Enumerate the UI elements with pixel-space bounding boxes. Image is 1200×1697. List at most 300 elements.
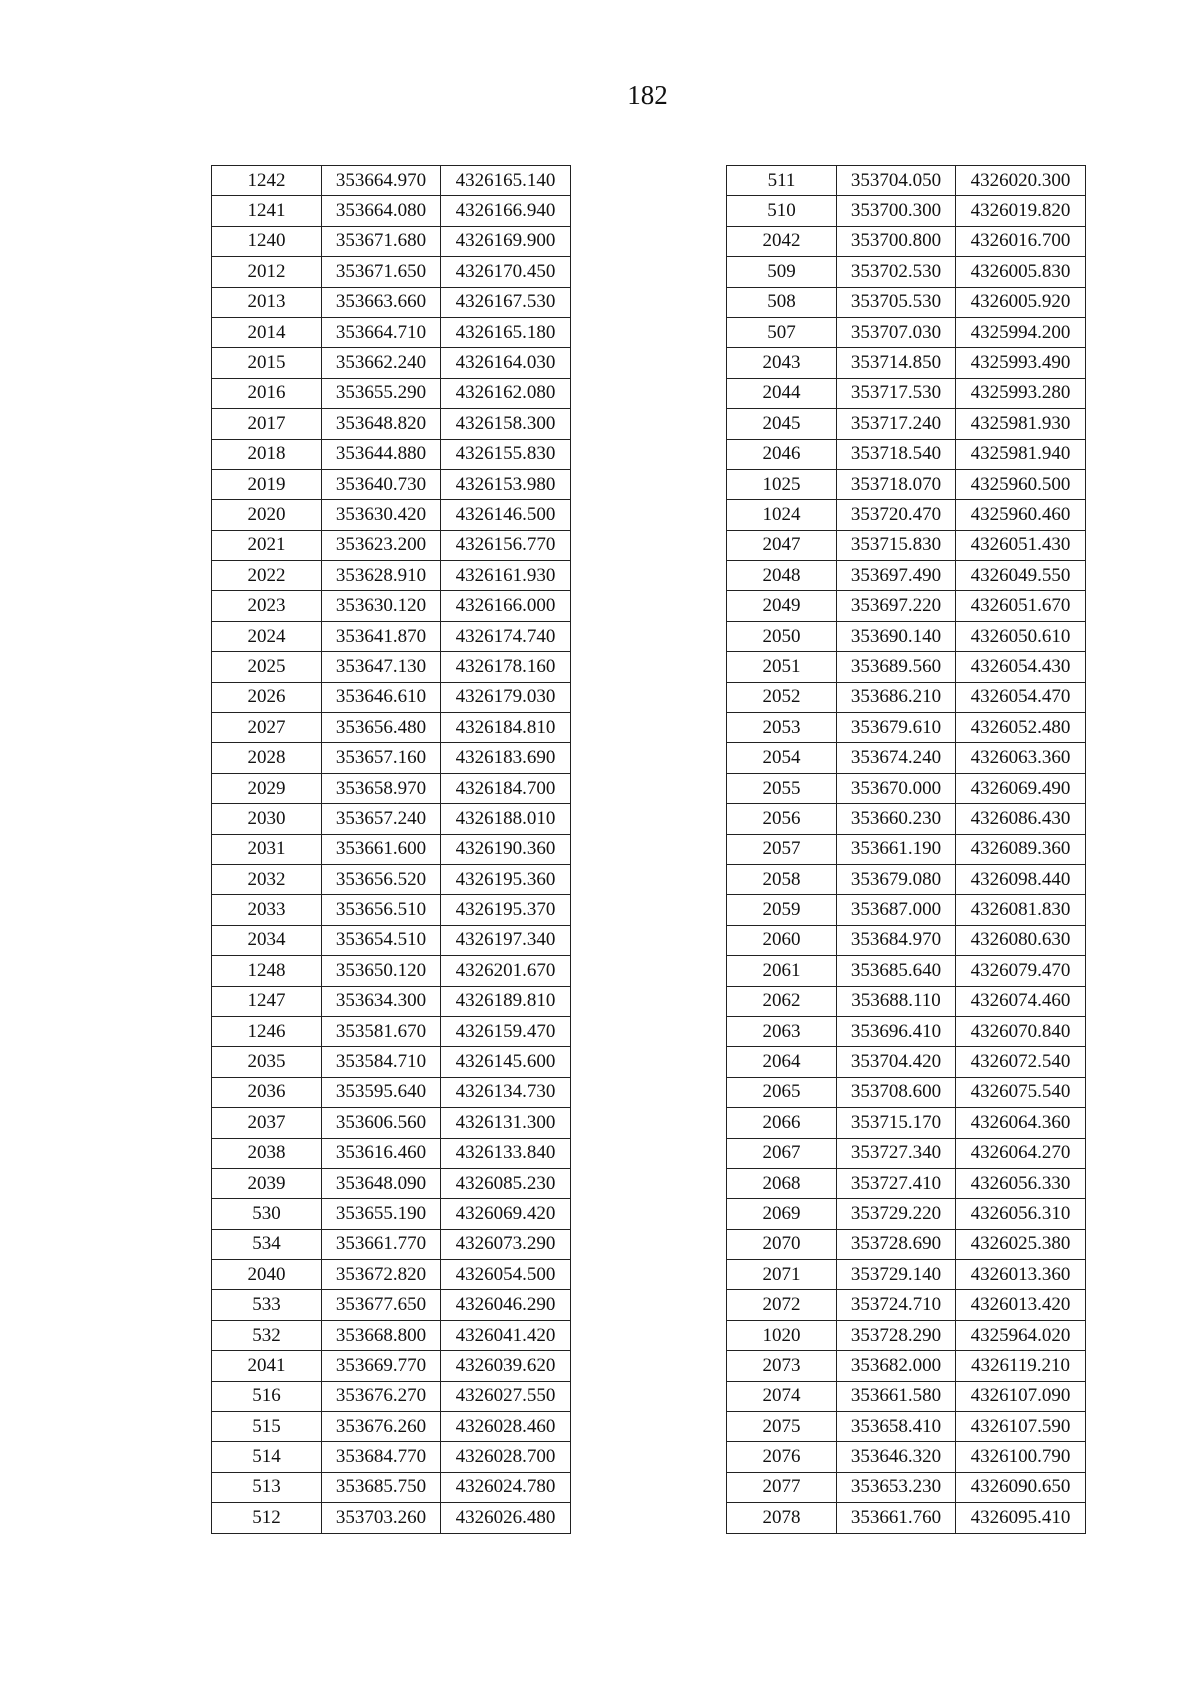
point-id-cell: 2076 bbox=[727, 1442, 837, 1472]
x-coordinate-cell: 353656.510 bbox=[322, 895, 441, 925]
x-coordinate-cell: 353688.110 bbox=[837, 986, 956, 1016]
point-id-cell: 2042 bbox=[727, 226, 837, 256]
point-id-cell: 2021 bbox=[212, 530, 322, 560]
table-row bbox=[212, 226, 571, 256]
point-id-cell: 2025 bbox=[212, 652, 322, 682]
x-coordinate-cell: 353696.410 bbox=[837, 1016, 956, 1046]
x-coordinate-cell: 353700.300 bbox=[837, 196, 956, 226]
table-row bbox=[212, 652, 571, 682]
y-coordinate-cell: 4326100.790 bbox=[956, 1442, 1086, 1472]
table-row bbox=[212, 166, 571, 196]
y-coordinate-cell: 4326146.500 bbox=[441, 500, 571, 530]
y-coordinate-cell: 4326164.030 bbox=[441, 348, 571, 378]
y-coordinate-cell: 4326166.940 bbox=[441, 196, 571, 226]
x-coordinate-cell: 353702.530 bbox=[837, 257, 956, 287]
x-coordinate-cell: 353677.650 bbox=[322, 1290, 441, 1320]
point-id-cell: 2068 bbox=[727, 1168, 837, 1198]
coordinate-table-right bbox=[726, 165, 1086, 1534]
y-coordinate-cell: 4326098.440 bbox=[956, 864, 1086, 894]
y-coordinate-cell: 4326178.160 bbox=[441, 652, 571, 682]
y-coordinate-cell: 4326024.780 bbox=[441, 1472, 571, 1502]
y-coordinate-cell: 4326184.810 bbox=[441, 713, 571, 743]
point-id-cell: 516 bbox=[212, 1381, 322, 1411]
point-id-cell: 507 bbox=[727, 317, 837, 347]
point-id-cell: 1247 bbox=[212, 986, 322, 1016]
point-id-cell: 2038 bbox=[212, 1138, 322, 1168]
y-coordinate-cell: 4326174.740 bbox=[441, 621, 571, 651]
y-coordinate-cell: 4326073.290 bbox=[441, 1229, 571, 1259]
point-id-cell: 2012 bbox=[212, 257, 322, 287]
table-row bbox=[727, 1381, 1086, 1411]
point-id-cell: 2026 bbox=[212, 682, 322, 712]
y-coordinate-cell: 4326165.140 bbox=[441, 166, 571, 196]
point-id-cell: 2032 bbox=[212, 864, 322, 894]
page-number: 182 bbox=[627, 80, 668, 110]
y-coordinate-cell: 4326072.540 bbox=[956, 1047, 1086, 1077]
table-row bbox=[212, 1108, 571, 1138]
y-coordinate-cell: 4326051.670 bbox=[956, 591, 1086, 621]
point-id-cell: 533 bbox=[212, 1290, 322, 1320]
y-coordinate-cell: 4326197.340 bbox=[441, 925, 571, 955]
x-coordinate-cell: 353690.140 bbox=[837, 621, 956, 651]
table-row bbox=[212, 1199, 571, 1229]
y-coordinate-cell: 4326056.310 bbox=[956, 1199, 1086, 1229]
x-coordinate-cell: 353630.120 bbox=[322, 591, 441, 621]
y-coordinate-cell: 4326051.430 bbox=[956, 530, 1086, 560]
x-coordinate-cell: 353685.640 bbox=[837, 956, 956, 986]
table-row bbox=[727, 1290, 1086, 1320]
x-coordinate-cell: 353728.290 bbox=[837, 1320, 956, 1350]
table-row bbox=[212, 317, 571, 347]
point-id-cell: 1240 bbox=[212, 226, 322, 256]
y-coordinate-cell: 4326052.480 bbox=[956, 713, 1086, 743]
table-row bbox=[212, 287, 571, 317]
x-coordinate-cell: 353655.190 bbox=[322, 1199, 441, 1229]
point-id-cell: 2030 bbox=[212, 804, 322, 834]
y-coordinate-cell: 4326019.820 bbox=[956, 196, 1086, 226]
point-id-cell: 511 bbox=[727, 166, 837, 196]
point-id-cell: 2074 bbox=[727, 1381, 837, 1411]
y-coordinate-cell: 4326155.830 bbox=[441, 439, 571, 469]
y-coordinate-cell: 4326054.430 bbox=[956, 652, 1086, 682]
point-id-cell: 2024 bbox=[212, 621, 322, 651]
x-coordinate-cell: 353728.690 bbox=[837, 1229, 956, 1259]
table-row bbox=[212, 1229, 571, 1259]
x-coordinate-cell: 353661.760 bbox=[837, 1503, 956, 1533]
x-coordinate-cell: 353606.560 bbox=[322, 1108, 441, 1138]
table-row bbox=[212, 773, 571, 803]
table-row bbox=[727, 287, 1086, 317]
table-row bbox=[212, 561, 571, 591]
y-coordinate-cell: 4325981.940 bbox=[956, 439, 1086, 469]
x-coordinate-cell: 353658.970 bbox=[322, 773, 441, 803]
x-coordinate-cell: 353707.030 bbox=[837, 317, 956, 347]
coordinate-table-left-body bbox=[212, 166, 571, 1534]
y-coordinate-cell: 4326089.360 bbox=[956, 834, 1086, 864]
x-coordinate-cell: 353697.220 bbox=[837, 591, 956, 621]
x-coordinate-cell: 353661.190 bbox=[837, 834, 956, 864]
point-id-cell: 2075 bbox=[727, 1412, 837, 1442]
table-row bbox=[212, 713, 571, 743]
table-row bbox=[727, 591, 1086, 621]
x-coordinate-cell: 353648.820 bbox=[322, 409, 441, 439]
x-coordinate-cell: 353671.650 bbox=[322, 257, 441, 287]
x-coordinate-cell: 353703.260 bbox=[322, 1503, 441, 1533]
x-coordinate-cell: 353623.200 bbox=[322, 530, 441, 560]
y-coordinate-cell: 4326162.080 bbox=[441, 378, 571, 408]
table-row bbox=[212, 1472, 571, 1502]
y-coordinate-cell: 4326056.330 bbox=[956, 1168, 1086, 1198]
table-row bbox=[727, 834, 1086, 864]
point-id-cell: 2057 bbox=[727, 834, 837, 864]
table-row bbox=[727, 348, 1086, 378]
table-row bbox=[727, 1138, 1086, 1168]
table-row bbox=[212, 1260, 571, 1290]
table-row bbox=[212, 1077, 571, 1107]
point-id-cell: 2061 bbox=[727, 956, 837, 986]
point-id-cell: 2045 bbox=[727, 409, 837, 439]
y-coordinate-cell: 4326016.700 bbox=[956, 226, 1086, 256]
x-coordinate-cell: 353684.970 bbox=[837, 925, 956, 955]
point-id-cell: 2016 bbox=[212, 378, 322, 408]
x-coordinate-cell: 353687.000 bbox=[837, 895, 956, 925]
table-row bbox=[212, 682, 571, 712]
x-coordinate-cell: 353640.730 bbox=[322, 469, 441, 499]
point-id-cell: 534 bbox=[212, 1229, 322, 1259]
point-id-cell: 2044 bbox=[727, 378, 837, 408]
point-id-cell: 2071 bbox=[727, 1260, 837, 1290]
point-id-cell: 2073 bbox=[727, 1351, 837, 1381]
y-coordinate-cell: 4326095.410 bbox=[956, 1503, 1086, 1533]
table-row bbox=[727, 530, 1086, 560]
x-coordinate-cell: 353704.420 bbox=[837, 1047, 956, 1077]
table-row bbox=[212, 591, 571, 621]
table-row bbox=[212, 925, 571, 955]
point-id-cell: 1248 bbox=[212, 956, 322, 986]
point-id-cell: 2034 bbox=[212, 925, 322, 955]
y-coordinate-cell: 4326050.610 bbox=[956, 621, 1086, 651]
x-coordinate-cell: 353655.290 bbox=[322, 378, 441, 408]
y-coordinate-cell: 4326069.420 bbox=[441, 1199, 571, 1229]
x-coordinate-cell: 353705.530 bbox=[837, 287, 956, 317]
y-coordinate-cell: 4326195.360 bbox=[441, 864, 571, 894]
y-coordinate-cell: 4326013.420 bbox=[956, 1290, 1086, 1320]
y-coordinate-cell: 4326005.830 bbox=[956, 257, 1086, 287]
point-id-cell: 2069 bbox=[727, 1199, 837, 1229]
table-row bbox=[212, 1290, 571, 1320]
table-row bbox=[212, 196, 571, 226]
x-coordinate-cell: 353661.580 bbox=[837, 1381, 956, 1411]
table-row bbox=[727, 713, 1086, 743]
point-id-cell: 532 bbox=[212, 1320, 322, 1350]
y-coordinate-cell: 4326179.030 bbox=[441, 682, 571, 712]
y-coordinate-cell: 4326080.630 bbox=[956, 925, 1086, 955]
y-coordinate-cell: 4326158.300 bbox=[441, 409, 571, 439]
x-coordinate-cell: 353654.510 bbox=[322, 925, 441, 955]
y-coordinate-cell: 4325960.500 bbox=[956, 469, 1086, 499]
point-id-cell: 2051 bbox=[727, 652, 837, 682]
table-row bbox=[212, 1442, 571, 1472]
table-row bbox=[727, 895, 1086, 925]
y-coordinate-cell: 4326166.000 bbox=[441, 591, 571, 621]
y-coordinate-cell: 4326156.770 bbox=[441, 530, 571, 560]
y-coordinate-cell: 4326107.090 bbox=[956, 1381, 1086, 1411]
coordinate-table-right-body bbox=[727, 166, 1086, 1534]
x-coordinate-cell: 353727.340 bbox=[837, 1138, 956, 1168]
point-id-cell: 2014 bbox=[212, 317, 322, 347]
x-coordinate-cell: 353663.660 bbox=[322, 287, 441, 317]
table-row bbox=[727, 986, 1086, 1016]
x-coordinate-cell: 353646.320 bbox=[837, 1442, 956, 1472]
coordinate-table-left bbox=[211, 165, 571, 1534]
table-row bbox=[212, 378, 571, 408]
y-coordinate-cell: 4326039.620 bbox=[441, 1351, 571, 1381]
table-row bbox=[727, 1351, 1086, 1381]
x-coordinate-cell: 353679.080 bbox=[837, 864, 956, 894]
y-coordinate-cell: 4326028.460 bbox=[441, 1412, 571, 1442]
x-coordinate-cell: 353634.300 bbox=[322, 986, 441, 1016]
table-row bbox=[212, 834, 571, 864]
y-coordinate-cell: 4325964.020 bbox=[956, 1320, 1086, 1350]
table-row bbox=[727, 378, 1086, 408]
y-coordinate-cell: 4325960.460 bbox=[956, 500, 1086, 530]
table-row bbox=[727, 621, 1086, 651]
y-coordinate-cell: 4326153.980 bbox=[441, 469, 571, 499]
x-coordinate-cell: 353708.600 bbox=[837, 1077, 956, 1107]
x-coordinate-cell: 353658.410 bbox=[837, 1412, 956, 1442]
x-coordinate-cell: 353729.220 bbox=[837, 1199, 956, 1229]
x-coordinate-cell: 353689.560 bbox=[837, 652, 956, 682]
y-coordinate-cell: 4326085.230 bbox=[441, 1168, 571, 1198]
table-row bbox=[212, 1320, 571, 1350]
point-id-cell: 510 bbox=[727, 196, 837, 226]
point-id-cell: 1241 bbox=[212, 196, 322, 226]
x-coordinate-cell: 353700.800 bbox=[837, 226, 956, 256]
point-id-cell: 2053 bbox=[727, 713, 837, 743]
x-coordinate-cell: 353661.600 bbox=[322, 834, 441, 864]
x-coordinate-cell: 353657.160 bbox=[322, 743, 441, 773]
table-row bbox=[727, 317, 1086, 347]
table-row bbox=[212, 348, 571, 378]
x-coordinate-cell: 353581.670 bbox=[322, 1016, 441, 1046]
table-row bbox=[727, 864, 1086, 894]
x-coordinate-cell: 353656.480 bbox=[322, 713, 441, 743]
x-coordinate-cell: 353670.000 bbox=[837, 773, 956, 803]
table-row bbox=[727, 166, 1086, 196]
table-row bbox=[212, 895, 571, 925]
point-id-cell: 2058 bbox=[727, 864, 837, 894]
table-row bbox=[727, 1412, 1086, 1442]
x-coordinate-cell: 353668.800 bbox=[322, 1320, 441, 1350]
x-coordinate-cell: 353664.710 bbox=[322, 317, 441, 347]
y-coordinate-cell: 4326184.700 bbox=[441, 773, 571, 803]
table-row bbox=[727, 469, 1086, 499]
table-row bbox=[727, 773, 1086, 803]
point-id-cell: 2077 bbox=[727, 1472, 837, 1502]
x-coordinate-cell: 353682.000 bbox=[837, 1351, 956, 1381]
point-id-cell: 2017 bbox=[212, 409, 322, 439]
x-coordinate-cell: 353584.710 bbox=[322, 1047, 441, 1077]
table-row bbox=[212, 1168, 571, 1198]
table-row bbox=[727, 439, 1086, 469]
point-id-cell: 2049 bbox=[727, 591, 837, 621]
table-row bbox=[212, 1351, 571, 1381]
point-id-cell: 2070 bbox=[727, 1229, 837, 1259]
table-row bbox=[727, 257, 1086, 287]
table-row bbox=[212, 804, 571, 834]
table-row bbox=[727, 743, 1086, 773]
y-coordinate-cell: 4326165.180 bbox=[441, 317, 571, 347]
x-coordinate-cell: 353715.170 bbox=[837, 1108, 956, 1138]
point-id-cell: 1246 bbox=[212, 1016, 322, 1046]
point-id-cell: 2020 bbox=[212, 500, 322, 530]
x-coordinate-cell: 353685.750 bbox=[322, 1472, 441, 1502]
table-row bbox=[727, 1472, 1086, 1502]
x-coordinate-cell: 353648.090 bbox=[322, 1168, 441, 1198]
table-row bbox=[727, 226, 1086, 256]
y-coordinate-cell: 4326054.500 bbox=[441, 1260, 571, 1290]
table-row bbox=[727, 409, 1086, 439]
table-row bbox=[212, 956, 571, 986]
point-id-cell: 2066 bbox=[727, 1108, 837, 1138]
point-id-cell: 2067 bbox=[727, 1138, 837, 1168]
x-coordinate-cell: 353662.240 bbox=[322, 348, 441, 378]
point-id-cell: 514 bbox=[212, 1442, 322, 1472]
x-coordinate-cell: 353684.770 bbox=[322, 1442, 441, 1472]
x-coordinate-cell: 353729.140 bbox=[837, 1260, 956, 1290]
point-id-cell: 2035 bbox=[212, 1047, 322, 1077]
table-row bbox=[727, 804, 1086, 834]
y-coordinate-cell: 4326064.360 bbox=[956, 1108, 1086, 1138]
y-coordinate-cell: 4326013.360 bbox=[956, 1260, 1086, 1290]
y-coordinate-cell: 4326159.470 bbox=[441, 1016, 571, 1046]
x-coordinate-cell: 353669.770 bbox=[322, 1351, 441, 1381]
y-coordinate-cell: 4326025.380 bbox=[956, 1229, 1086, 1259]
table-row bbox=[727, 1108, 1086, 1138]
table-row bbox=[212, 439, 571, 469]
y-coordinate-cell: 4326086.430 bbox=[956, 804, 1086, 834]
y-coordinate-cell: 4326131.300 bbox=[441, 1108, 571, 1138]
x-coordinate-cell: 353646.610 bbox=[322, 682, 441, 712]
y-coordinate-cell: 4326069.490 bbox=[956, 773, 1086, 803]
point-id-cell: 2023 bbox=[212, 591, 322, 621]
x-coordinate-cell: 353674.240 bbox=[837, 743, 956, 773]
y-coordinate-cell: 4326188.010 bbox=[441, 804, 571, 834]
y-coordinate-cell: 4326107.590 bbox=[956, 1412, 1086, 1442]
point-id-cell: 2047 bbox=[727, 530, 837, 560]
table-row bbox=[727, 652, 1086, 682]
point-id-cell: 2056 bbox=[727, 804, 837, 834]
point-id-cell: 2013 bbox=[212, 287, 322, 317]
point-id-cell: 1242 bbox=[212, 166, 322, 196]
table-row bbox=[212, 500, 571, 530]
x-coordinate-cell: 353718.070 bbox=[837, 469, 956, 499]
point-id-cell: 2022 bbox=[212, 561, 322, 591]
point-id-cell: 2033 bbox=[212, 895, 322, 925]
point-id-cell: 515 bbox=[212, 1412, 322, 1442]
x-coordinate-cell: 353714.850 bbox=[837, 348, 956, 378]
table-row bbox=[212, 409, 571, 439]
point-id-cell: 509 bbox=[727, 257, 837, 287]
y-coordinate-cell: 4326064.270 bbox=[956, 1138, 1086, 1168]
x-coordinate-cell: 353672.820 bbox=[322, 1260, 441, 1290]
y-coordinate-cell: 4326028.700 bbox=[441, 1442, 571, 1472]
point-id-cell: 2078 bbox=[727, 1503, 837, 1533]
table-row bbox=[212, 743, 571, 773]
table-row bbox=[212, 1047, 571, 1077]
x-coordinate-cell: 353630.420 bbox=[322, 500, 441, 530]
x-coordinate-cell: 353616.460 bbox=[322, 1138, 441, 1168]
y-coordinate-cell: 4326075.540 bbox=[956, 1077, 1086, 1107]
y-coordinate-cell: 4326074.460 bbox=[956, 986, 1086, 1016]
x-coordinate-cell: 353656.520 bbox=[322, 864, 441, 894]
y-coordinate-cell: 4326090.650 bbox=[956, 1472, 1086, 1502]
point-id-cell: 2037 bbox=[212, 1108, 322, 1138]
y-coordinate-cell: 4326189.810 bbox=[441, 986, 571, 1016]
point-id-cell: 2062 bbox=[727, 986, 837, 1016]
point-id-cell: 2041 bbox=[212, 1351, 322, 1381]
x-coordinate-cell: 353676.260 bbox=[322, 1412, 441, 1442]
point-id-cell: 2036 bbox=[212, 1077, 322, 1107]
table-row bbox=[727, 1260, 1086, 1290]
table-row bbox=[212, 1138, 571, 1168]
x-coordinate-cell: 353717.530 bbox=[837, 378, 956, 408]
x-coordinate-cell: 353661.770 bbox=[322, 1229, 441, 1259]
x-coordinate-cell: 353650.120 bbox=[322, 956, 441, 986]
table-row bbox=[727, 1077, 1086, 1107]
table-row bbox=[212, 257, 571, 287]
table-row bbox=[727, 925, 1086, 955]
table-row bbox=[727, 1047, 1086, 1077]
table-row bbox=[212, 621, 571, 651]
point-id-cell: 2043 bbox=[727, 348, 837, 378]
y-coordinate-cell: 4325994.200 bbox=[956, 317, 1086, 347]
y-coordinate-cell: 4325981.930 bbox=[956, 409, 1086, 439]
table-row bbox=[727, 1199, 1086, 1229]
y-coordinate-cell: 4325993.490 bbox=[956, 348, 1086, 378]
y-coordinate-cell: 4326195.370 bbox=[441, 895, 571, 925]
point-id-cell: 2019 bbox=[212, 469, 322, 499]
y-coordinate-cell: 4326201.670 bbox=[441, 956, 571, 986]
y-coordinate-cell: 4326054.470 bbox=[956, 682, 1086, 712]
y-coordinate-cell: 4325993.280 bbox=[956, 378, 1086, 408]
y-coordinate-cell: 4326169.900 bbox=[441, 226, 571, 256]
y-coordinate-cell: 4326027.550 bbox=[441, 1381, 571, 1411]
y-coordinate-cell: 4326005.920 bbox=[956, 287, 1086, 317]
table-row bbox=[212, 530, 571, 560]
point-id-cell: 2064 bbox=[727, 1047, 837, 1077]
y-coordinate-cell: 4326049.550 bbox=[956, 561, 1086, 591]
table-row bbox=[727, 956, 1086, 986]
table-row bbox=[727, 1503, 1086, 1533]
x-coordinate-cell: 353686.210 bbox=[837, 682, 956, 712]
x-coordinate-cell: 353679.610 bbox=[837, 713, 956, 743]
x-coordinate-cell: 353727.410 bbox=[837, 1168, 956, 1198]
y-coordinate-cell: 4326183.690 bbox=[441, 743, 571, 773]
table-row bbox=[727, 1320, 1086, 1350]
point-id-cell: 2065 bbox=[727, 1077, 837, 1107]
x-coordinate-cell: 353653.230 bbox=[837, 1472, 956, 1502]
point-id-cell: 2072 bbox=[727, 1290, 837, 1320]
table-row bbox=[212, 1503, 571, 1533]
point-id-cell: 1024 bbox=[727, 500, 837, 530]
table-row bbox=[727, 1442, 1086, 1472]
point-id-cell: 2050 bbox=[727, 621, 837, 651]
table-row bbox=[212, 1016, 571, 1046]
y-coordinate-cell: 4326070.840 bbox=[956, 1016, 1086, 1046]
y-coordinate-cell: 4326020.300 bbox=[956, 166, 1086, 196]
point-id-cell: 2063 bbox=[727, 1016, 837, 1046]
